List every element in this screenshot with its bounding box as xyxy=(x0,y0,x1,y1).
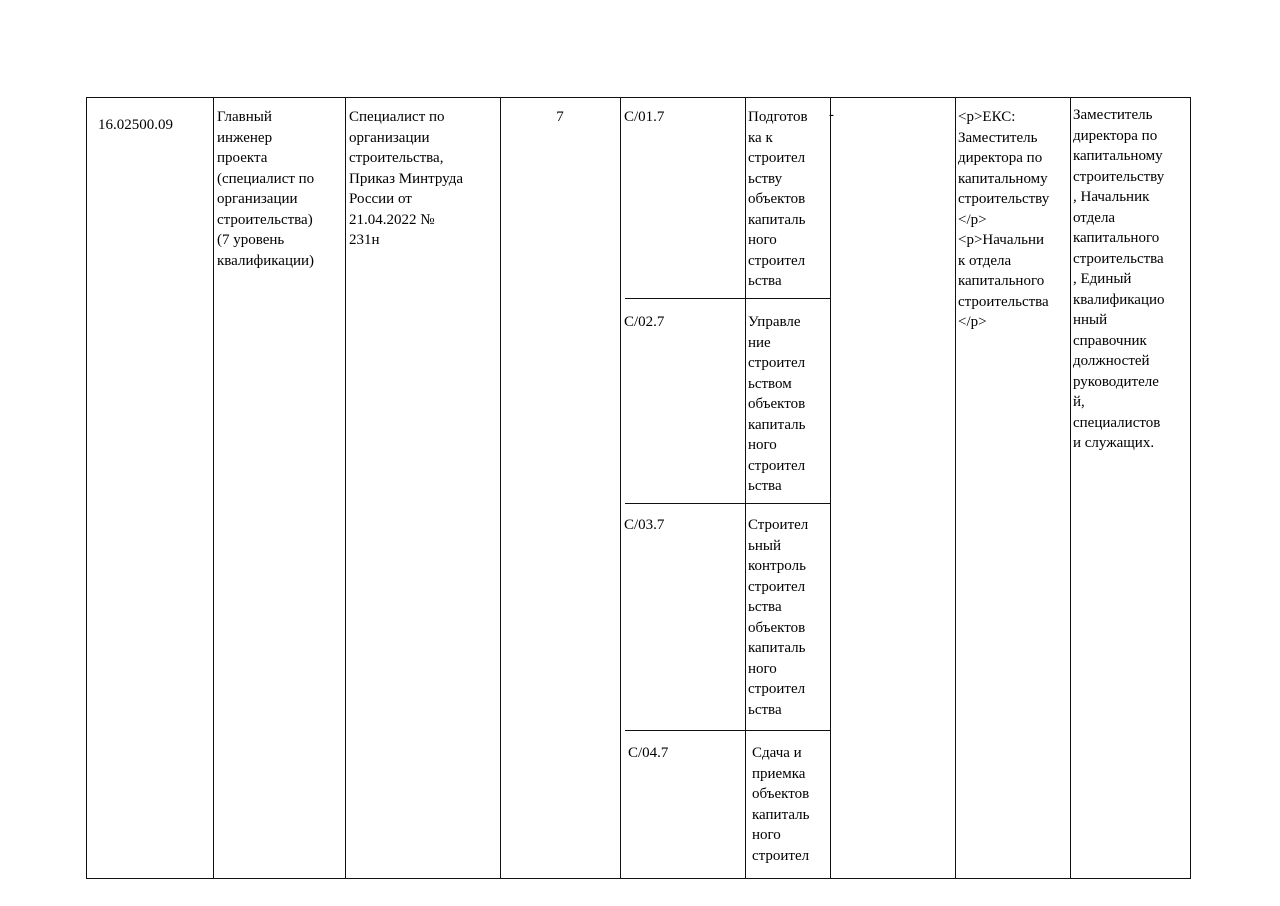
function-code-4: C/04.7 xyxy=(628,745,669,761)
col-border-8 xyxy=(1070,97,1071,879)
col-border-5 xyxy=(745,97,746,879)
function-code-2: C/02.7 xyxy=(624,314,665,330)
function-row-divider-3 xyxy=(625,730,830,731)
function-name-1: Подготов ка к строител ьству объектов капиталь ного строител ьства xyxy=(748,109,808,289)
col-border-4 xyxy=(620,97,621,879)
positions-cell: Заместитель директора по капитальному строительству , Начальник отдела капитального строительства , Единый квалификацио нный справочник должностей руководителе й, специалистов и служащих. xyxy=(1073,107,1165,451)
function-code-1: C/01.7 xyxy=(624,109,665,125)
function-name-3: Строител ьный контроль строител ьства объектов капиталь ного строител ьства xyxy=(748,517,809,718)
function-code-3: C/03.7 xyxy=(624,517,665,533)
position-cell: Главный инженер проекта (специалист по организации строительства) (7 уровень квалификации) xyxy=(217,109,315,269)
col-border-3 xyxy=(500,97,501,879)
code-cell: 16.02500.09 xyxy=(98,117,173,133)
col-border-7 xyxy=(955,97,956,879)
standard-cell: Специалист по организации строительства, Приказ Минтруда России от 21.04.2022 № 231н xyxy=(349,109,464,248)
col-border-2 xyxy=(345,97,346,879)
function-name-4: Сдача и приемка объектов капиталь ного строител xyxy=(752,745,810,864)
function-name-2: Управле ние строител ьством объектов капиталь ного строител ьства xyxy=(748,314,806,494)
col-border-1 xyxy=(213,97,214,879)
function-row-divider-1 xyxy=(625,298,830,299)
table-top-border xyxy=(86,97,1191,98)
col-border-6 xyxy=(830,97,831,879)
table-bottom-border xyxy=(86,878,1191,879)
col-border-9 xyxy=(1190,97,1191,879)
eks-cell: <p>ЕКС: Заместитель директора по капитальному строительству </p> <p>Начальни к отдела капитального строительства </p> xyxy=(958,109,1050,330)
function-row-divider-2 xyxy=(625,503,830,504)
level-cell: 7 xyxy=(556,109,564,125)
dash-cell: - xyxy=(829,107,834,123)
col-border-0 xyxy=(86,97,87,879)
